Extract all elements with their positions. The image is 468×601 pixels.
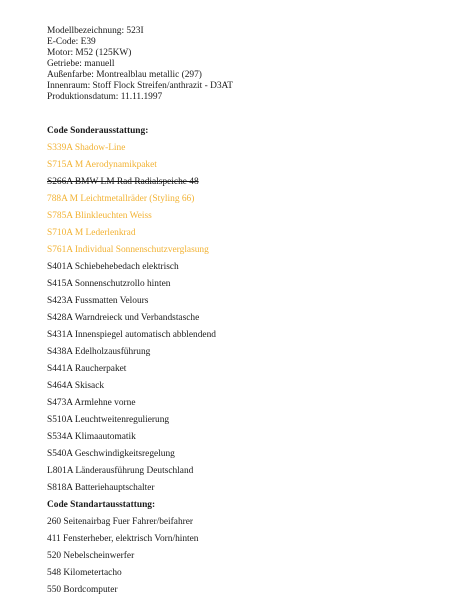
special-equipment-item: S428A Warndreieck und Verbandstasche — [47, 313, 200, 323]
special-equipment-item: S415A Sonnenschutzrollo hinten — [47, 279, 171, 289]
standard-equipment-list — [47, 516, 457, 601]
special-equipment-item: S438A Edelholzausführung — [47, 347, 151, 357]
special-equipment-item: L801A Länderausführung Deutschland — [47, 466, 194, 476]
vehicle-info-block — [47, 26, 457, 103]
standard-equipment-item: 548 Kilometertacho — [47, 568, 122, 578]
model-designation: Modellbezeichnung: 523I — [47, 26, 144, 36]
special-equipment-item: S339A Shadow-Line — [47, 143, 126, 153]
special-equipment-item: S785A Blinkleuchten Weiss — [47, 211, 152, 221]
production-date: Produktionsdatum: 11.11.1997 — [47, 92, 163, 102]
standard-equipment-item: 260 Seitenairbag Fuer Fahrer/beifahrer — [47, 517, 194, 527]
special-equipment-item: S464A Skisack — [47, 381, 105, 391]
special-equipment-item: S534A Klimaautomatik — [47, 432, 136, 442]
special-equipment-item: S473A Armlehne vorne — [47, 398, 136, 408]
e-code: E-Code: E39 — [47, 37, 96, 47]
special-equipment-item: S710A M Lederlenkrad — [47, 228, 136, 238]
special-equipment-item: 788A M Leichtmetallräder (Styling 66) — [47, 194, 195, 204]
document-page — [47, 26, 457, 601]
special-equipment-item: S431A Innenspiegel automatisch abblendend — [47, 330, 216, 340]
standard-equipment-item: 520 Nebelscheinwerfer — [47, 551, 135, 561]
special-equipment-list — [47, 142, 457, 499]
special-equipment-item: S401A Schiebehebedach elektrisch — [47, 262, 179, 272]
special-equipment-heading: Code Sonderausstattung: — [47, 126, 149, 136]
special-equipment-item: S540A Geschwindigkeitsregelung — [47, 449, 175, 459]
standard-equipment-item: 411 Fensterheber, elektrisch Vorn/hinten — [47, 534, 199, 544]
engine: Motor: M52 (125KW) — [47, 48, 132, 58]
special-equipment-item: S715A M Aerodynamikpaket — [47, 160, 157, 170]
standard-equipment-item: 550 Bordcomputer — [47, 585, 118, 595]
special-equipment-item: S423A Fussmatten Velours — [47, 296, 149, 306]
special-equipment-item: S441A Raucherpaket — [47, 364, 127, 374]
standard-equipment-heading: Code Standartausstattung: — [47, 500, 156, 510]
special-equipment-item: S761A Individual Sonnenschutzverglasung — [47, 245, 209, 255]
special-equipment-item: S818A Batteriehauptschalter — [47, 483, 155, 493]
transmission: Getriebe: manuell — [47, 59, 115, 69]
exterior-color: Außenfarbe: Montrealblau metallic (297) — [47, 70, 202, 80]
special-equipment-item: S510A Leuchtweitenregulierung — [47, 415, 170, 425]
special-equipment-item: S266A BMW LM Rad Radialspeiche 48 — [47, 177, 199, 187]
interior: Innenraum: Stoff Flock Streifen/anthrazit - D3AT — [47, 81, 233, 91]
